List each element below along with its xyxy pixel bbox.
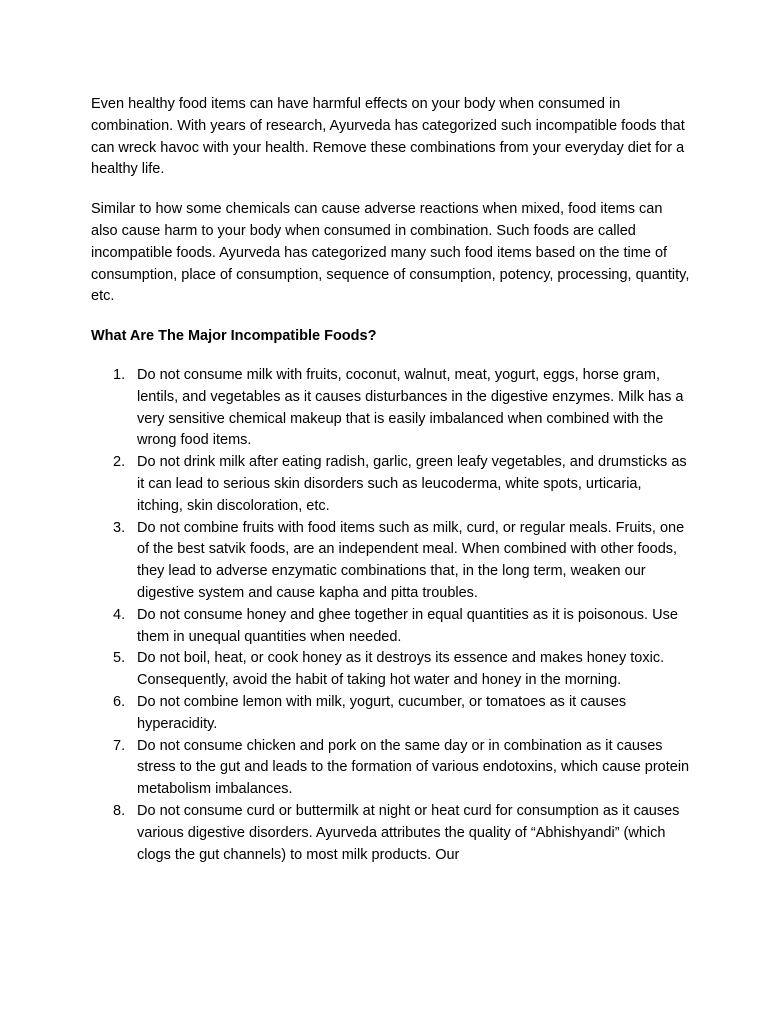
list-item [91,801,691,866]
list-item-text: Do not consume honey and ghee together in equal quantities as it is poisonous. Use them in unequal quantities when needed. [137,606,678,645]
list-item-text: Do not combine lemon with milk, yogurt, cucumber, or tomatoes as it causes hyperacidity. [137,693,627,732]
list-item [91,692,691,736]
intro-paragraph: Even healthy food items can have harmful effects on your body when consumed in combination. With years of research, Ayurveda has categorized such incompatible foods that can wreck havoc with your health. Remove these combinations from your everyday diet for a healthy life. [91,96,685,178]
list-item [91,452,691,517]
list-number: 7. [113,737,126,754]
list-number: 8. [113,802,126,819]
list-item [91,518,691,605]
list-number: 2. [113,454,126,471]
list-item-text: Do not consume milk with fruits, coconut, walnut, meat, yogurt, eggs, horse gram, lentils, and vegetables as it causes disturbances in the digestive enzymes. Milk has a very sensitive chemical makeup that is easily imbalanced when combined with the wrong food items. [137,366,684,449]
list-item [91,605,691,649]
list-item-text: Do not combine fruits with food items such as milk, curd, or regular meals. Fruits, one of the best satvik foods, are an independent meal. When combined with other foods, they lead to adverse enzymatic combinations that, in the long term, weaken our digestive system and cause kapha and pitta troubles. [137,519,685,601]
document-page [91,94,691,866]
list-item-text: Do not consume curd or buttermilk at night or heat curd for consumption as it causes various digestive disorders. Ayurveda attributes the quality of “Abhishyandi” (which clogs the gut channels) to most milk products. Our [137,802,680,863]
list-item-text: Do not drink milk after eating radish, garlic, green leafy vegetables, and drumsticks as it can lead to serious skin disorders such as leucoderma, white spots, urticaria, itching, skin discoloration, etc. [137,454,687,514]
list-number: 5. [113,650,126,667]
list-item [91,736,691,801]
list-number: 1. [113,366,126,383]
list-item-text: Do not consume chicken and pork on the same day or in combination as it causes stress to the gut and leads to the formation of various endotoxins, which cause protein metabolism imbalances. [137,737,690,798]
incompatible-foods-paragraph: Similar to how some chemicals can cause adverse reactions when mixed, food items can also cause harm to your body when consumed in combination. Such foods are called incompatible foods. Ayurveda has categorized many such food items based on the time of consumption, place of consumption, sequence of consumption, potency, processing, quantity, etc. [91,201,690,305]
list-number: 6. [113,693,126,710]
list-item [91,648,691,692]
section-heading: What Are The Major Incompatible Foods? [91,328,377,345]
incompatible-foods-list [91,365,691,866]
list-number: 4. [113,606,126,623]
list-number: 3. [113,519,126,536]
list-item [91,365,691,452]
list-item-text: Do not boil, heat, or cook honey as it destroys its essence and makes honey toxic. Consequently, avoid the habit of taking hot water and honey in the morning. [137,650,665,689]
